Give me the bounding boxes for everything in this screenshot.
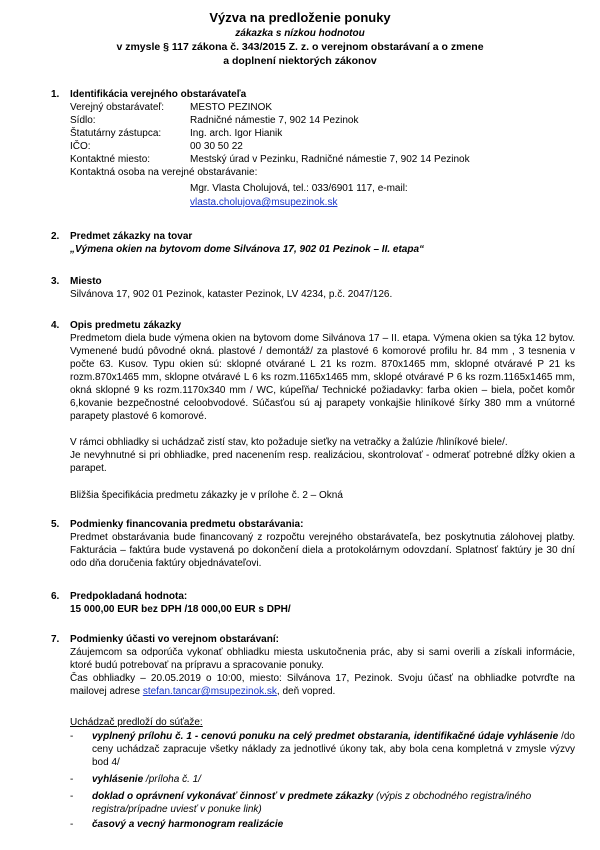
- value-statutar: Ing. arch. Igor Hianik: [190, 128, 283, 139]
- value-ico: 00 30 50 22: [190, 141, 243, 152]
- list-dash: -: [70, 819, 74, 830]
- section-6-number: 6.: [51, 591, 60, 602]
- inspection-time-text: Čas obhliadky – 20.05.2019 o 10:00, miesto: Silvánova 17, Pezinok. Svoju účasť na obhliadke potvrďte na mailovej adrese: [70, 673, 575, 697]
- section-4-description: Predmetom diela bude výmena okien na bytovom dome Silvánova 17 – II. etapa. Výmena okien sa týka 12 bytov. Vymenené budú pôvodné okná. plastové / demontáž/ za plastové 6 komorové profilu hr. 84 mm , 3 tesnenia v počte 63. Kusov. Typu okien sú: sklopné otvárané L 21 ks rozm. 870x1465 mm, sklopné otváravé P 21 ks rozm.870x1465 mm, sklopne otváravé L 6 ks rozm.1165x1465 mm, sklopé otváravé P 6 ks rozm.1165x1465 mm, okná sklopné 9 ks rozm.1170x340 mm / WC, kúpeľňa/ Technické požiadavky: farba okien – biela, počet komôr 6,kovanie bezpečnostné celoobvodové. Súčasťou sú aj parapety vonkajšie hliníkové šírky 380 mm a vnútorné parapety plastové 6 komorové.: [70, 333, 575, 422]
- item-rest: /do ceny uchádzač zapracuje všetky náklady za jednotlivé úkony tak, aby bola cena kompletná v zmysle výzvy bod 4/: [92, 731, 575, 768]
- inspection-time-suffix: , deň vopred.: [276, 686, 336, 697]
- list-item-price-offer: [92, 730, 575, 769]
- section-4-inspection-note: V rámci obhliadky si uchádzač zistí stav, kto požaduje sieťky na vetračky a žalúzie /hliníkové biele/.: [70, 437, 508, 448]
- item-bold: vyhlásenie: [92, 774, 144, 785]
- label-sidlo: Sídlo:: [70, 115, 96, 126]
- section-5-description: Predmet obstarávania bude financovaný z rozpočtu verejného obstarávateľa, bez poskytnutia zálohovej platby. Fakturácia – faktúra bude vystavená po dokončení diela a protokolárnym odovzdaní. Splatnosť faktúry je 30 dní odo dňa doručenia faktúry objednávateľovi.: [70, 532, 575, 569]
- item-rest: (výpis z obchodného registra/iného registra/prípadne uviesť v ponuke link): [92, 791, 532, 815]
- list-item-license: [92, 790, 575, 816]
- list-dash: -: [70, 731, 74, 742]
- value-kontaktna-osoba: Mgr. Vlasta Cholujová, tel.: 033/6901 117, e-mail:: [190, 183, 408, 194]
- item-bold: doklad o oprávnení vykonávať činnosť v predmete zákazky: [92, 791, 374, 802]
- label-kontaktne-miesto: Kontaktné miesto:: [70, 154, 151, 165]
- section-3-number: 3.: [51, 276, 60, 287]
- section-4-spec-note: Bližšia špecifikácia predmetu zákazky je v prílohe č. 2 – Okná: [70, 490, 343, 501]
- list-dash: -: [70, 791, 74, 802]
- section-6-title: Predpokladaná hodnota:: [70, 591, 188, 602]
- list-item-declaration: [92, 773, 575, 786]
- section-1-number: 1.: [51, 89, 60, 100]
- section-1-title: Identifikácia verejného obstarávateľa: [70, 89, 247, 100]
- item-bold: vyplnený prílohu č. 1 - cenovú ponuku na celý predmet obstarania, identifikačné údaje vyhlásenie: [92, 731, 559, 742]
- section-5-number: 5.: [51, 519, 60, 530]
- item-bold: časový a vecný harmonogram realizácie: [92, 819, 284, 830]
- estimated-value: 15 000,00 EUR bez DPH /18 000,00 EUR s DPH/: [70, 604, 291, 615]
- list-dash: -: [70, 774, 74, 785]
- section-5-title: Podmienky financovania predmetu obstarávania:: [70, 519, 304, 530]
- section-7-inspection-advice: Záujemcom sa odporúča vykonať obhliadku miesta uskutočnenia prác, aby si sami overili a získali informácie, ktoré budú potrebovať na prípravu a spracovanie ponuky.: [70, 647, 575, 671]
- label-obstaravatel: Verejný obstarávateľ:: [70, 102, 165, 113]
- section-2-number: 2.: [51, 231, 60, 242]
- section-2-value: „Výmena okien na bytovom dome Silvánova 17, 902 01 Pezinok – II. etapa“: [70, 244, 425, 255]
- section-4-title: Opis predmetu zákazky: [70, 320, 182, 331]
- section-4-measure-note: Je nevyhnutné si pri obhliadke, pred nacenením resp. realizáciou, skontrolovať - odmerať potrebné dĺžky okien a parapet.: [70, 450, 575, 474]
- law-line-2: a doplnení niektorých zákonov: [223, 55, 377, 67]
- submission-list-title: Uchádzač predloží do súťaže:: [70, 717, 203, 728]
- contact-email-link[interactable]: vlasta.cholujova@msupezinok.sk: [190, 197, 338, 208]
- inspection-email-link[interactable]: stefan.tancar@msupezinok.sk: [142, 686, 277, 697]
- label-ico: IČO:: [70, 141, 91, 152]
- section-3-value: Silvánova 17, 902 01 Pezinok, kataster Pezinok, LV 4234, p.č. 2047/126.: [70, 289, 393, 300]
- value-sidlo: Radničné námestie 7, 902 14 Pezinok: [190, 115, 359, 126]
- label-statutar: Štatutárny zástupca:: [70, 128, 162, 139]
- section-7-number: 7.: [51, 634, 60, 645]
- label-kontaktna-osoba: Kontaktná osoba na verejné obstarávanie:: [70, 167, 258, 178]
- item-rest: /príloha č. 1/: [143, 774, 201, 785]
- value-kontaktne-miesto: Mestský úrad v Pezinku, Radničné námestie 7, 902 14 Pezinok: [190, 154, 470, 165]
- value-obstaravatel: MESTO PEZINOK: [190, 102, 273, 113]
- section-7-title: Podmienky účasti vo verejnom obstarávaní:: [70, 634, 279, 645]
- law-line-1: v zmysle § 117 zákona č. 343/2015 Z. z. o verejnom obstarávaní a o zmene: [116, 41, 484, 53]
- document-title: Výzva na predloženie ponuky: [209, 10, 391, 25]
- document-subtitle: zákazka s nízkou hodnotou: [235, 28, 365, 39]
- list-item-schedule: [92, 818, 575, 831]
- section-3-title: Miesto: [70, 276, 102, 287]
- section-2-title: Predmet zákazky na tovar: [70, 231, 193, 242]
- section-7-inspection-time: [70, 672, 575, 698]
- section-4-number: 4.: [51, 320, 60, 331]
